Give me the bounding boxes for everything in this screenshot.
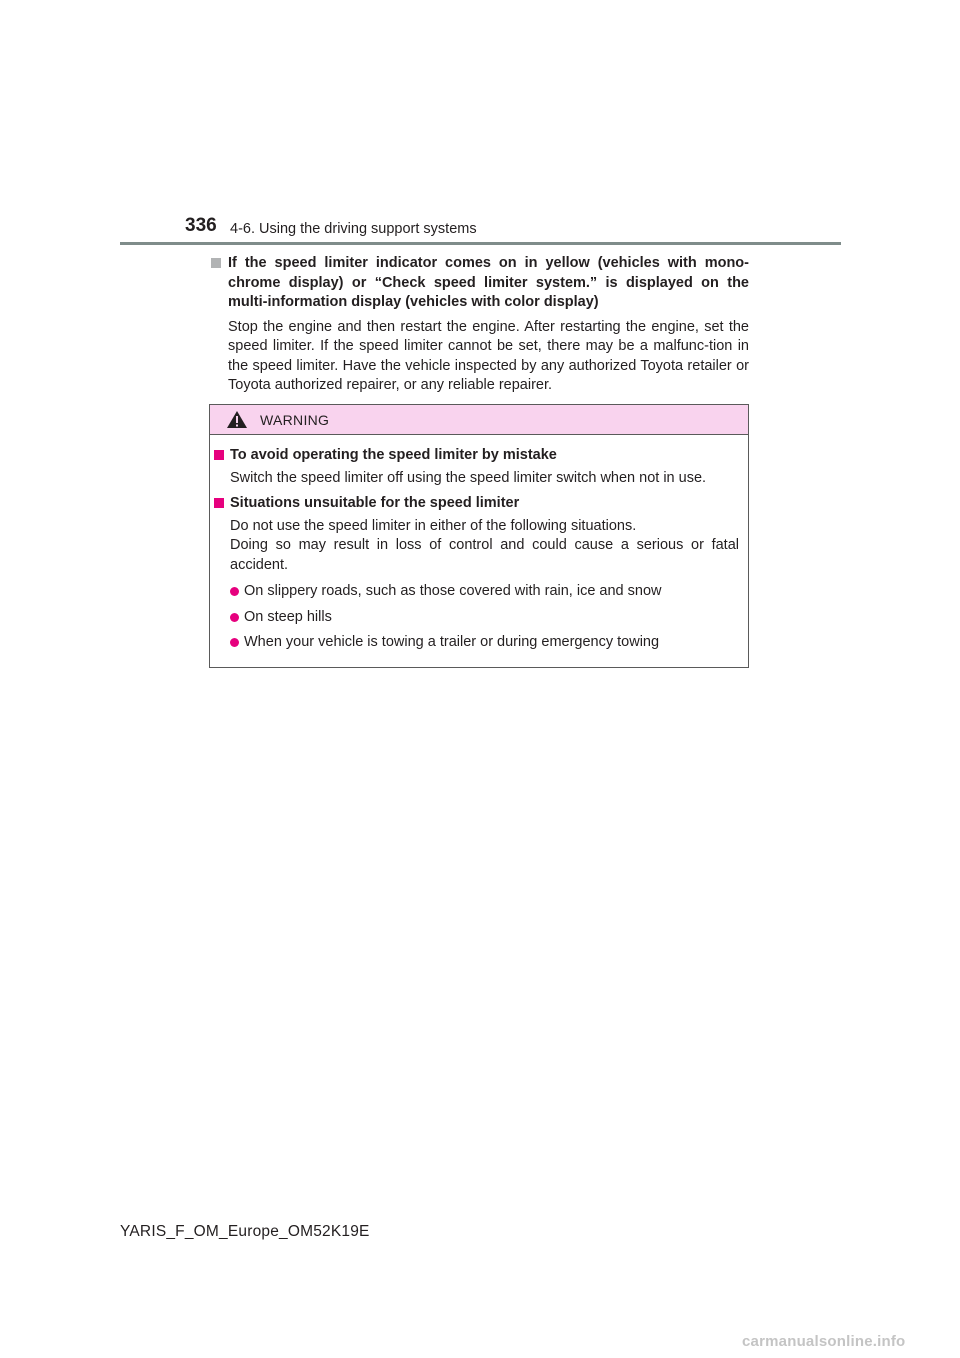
pink-square-bullet-icon xyxy=(214,450,224,460)
watermark: carmanualsonline.info xyxy=(742,1333,906,1350)
pink-square-bullet-icon xyxy=(214,498,224,508)
warning-item-heading: To avoid operating the speed limiter by mistake xyxy=(230,447,557,463)
warning-sub-item-text: On steep hills xyxy=(244,608,332,625)
warning-sub-item-text: On slippery roads, such as those covered with rain, ice and snow xyxy=(244,583,662,599)
warning-sub-item xyxy=(230,582,739,602)
page-number: 336 xyxy=(185,215,217,236)
square-bullet-icon xyxy=(211,258,221,268)
warning-sub-list xyxy=(230,582,739,653)
topic-body: Stop the engine and then restart the engine. After restarting the engine, set the speed limiter. If the speed limiter cannot be set, there may be a malfunc-tion in the speed limiter. Have the vehicle inspected by any authorized Toyota retailer or Toyota authorized repairer, or any reliable repairer. xyxy=(228,318,749,393)
warning-sub-item-text: When your vehicle is towing a trailer or during emergency towing xyxy=(244,634,660,650)
header-rule xyxy=(120,242,841,245)
warning-box xyxy=(209,404,749,668)
warning-item-body: Do not use the speed limiter in either of the following situations. xyxy=(230,517,637,534)
warning-sub-item xyxy=(230,633,739,653)
pink-dot-bullet-icon xyxy=(230,613,239,622)
pink-dot-bullet-icon xyxy=(230,638,239,647)
warning-label: WARNING xyxy=(260,411,330,428)
warning-item-heading: Situations unsuitable for the speed limiter xyxy=(230,495,520,511)
topic-heading-text: If the speed limiter indicator comes on in yellow (vehicles with mono-chrome display) or “Check speed limiter system.” is displayed on the multi-information display (vehicles with color display) xyxy=(228,255,749,310)
pink-dot-bullet-icon xyxy=(230,587,239,596)
warning-item xyxy=(214,446,739,488)
warning-item-body-2: Doing so may result in loss of control and could cause a serious or fatal accident. xyxy=(230,537,739,573)
topic-section xyxy=(211,254,749,396)
warning-content xyxy=(210,435,748,653)
warning-sub-item xyxy=(230,608,739,628)
warning-header xyxy=(210,405,748,435)
footer-document-code: YARIS_F_OM_Europe_OM52K19E xyxy=(120,1223,370,1240)
warning-item-body: Switch the speed limiter off using the speed limiter switch when not in use. xyxy=(230,469,707,486)
warning-triangle-icon xyxy=(226,410,248,429)
warning-item xyxy=(214,494,739,653)
topic-heading xyxy=(211,254,749,313)
section-title: 4-6. Using the driving support systems xyxy=(230,221,477,237)
